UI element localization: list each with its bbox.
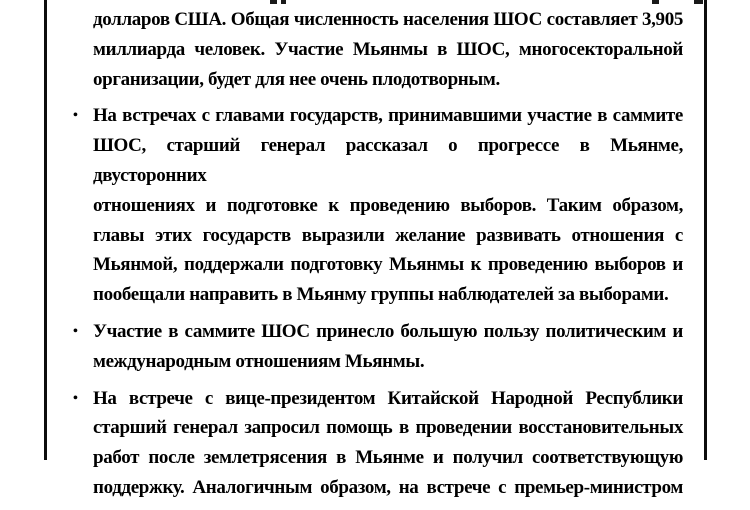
text-line: старший генерал запросил помощь в проведении восстановительных xyxy=(93,417,683,439)
bullet-marker: • xyxy=(73,323,78,339)
text-line: международным отношениям Мьянмы. xyxy=(93,350,425,372)
text-line: работ после землетрясения в Мьянме и получил соответствующую xyxy=(93,447,683,469)
text-line: ШОС, старший генерал рассказал о прогрессе в Мьянме, двусторонних xyxy=(93,135,683,186)
text-line: организации, будет для нее очень плодотворным. xyxy=(93,68,500,90)
bullet-paragraph xyxy=(73,101,683,310)
text-line: Мьянмой, поддержали подготовку Мьянмы к проведению выборов и xyxy=(93,254,683,276)
text-line: На встречах с главами государств, принимавшими участие в саммите xyxy=(93,105,683,127)
bullet-marker: • xyxy=(73,390,78,406)
bullet-paragraph xyxy=(73,317,683,377)
paragraph-continuation xyxy=(93,5,683,94)
text-line: На встрече с вице-президентом Китайской Народной Республики xyxy=(93,387,683,409)
text-line: миллиарда человек. Участие Мьянмы в ШОС, многосекторальной xyxy=(93,38,683,60)
document-text-column xyxy=(73,0,683,510)
bullet-paragraph xyxy=(73,384,683,503)
bullet-marker: • xyxy=(73,108,78,124)
page-border-left xyxy=(44,0,47,460)
text-line: главы этих государств выразили желание развивать отношения с xyxy=(93,224,683,246)
text-line: пообещали направить в Мьянму группы наблюдателей за выборами. xyxy=(93,284,669,306)
text-line: долларов США. Общая численность населения ШОС составляет 3,905 xyxy=(93,9,683,30)
text-line: поддержку. Аналогичным образом, на встрече с премьер-министром xyxy=(93,476,683,498)
text-line: отношениях и подготовке к проведению выборов. Таким образом, xyxy=(93,194,683,216)
text-line: Участие в саммите ШОС принесло большую пользу политическим и xyxy=(93,320,683,342)
page-border-right xyxy=(704,0,707,460)
clipped-text-fragment xyxy=(694,0,703,4)
